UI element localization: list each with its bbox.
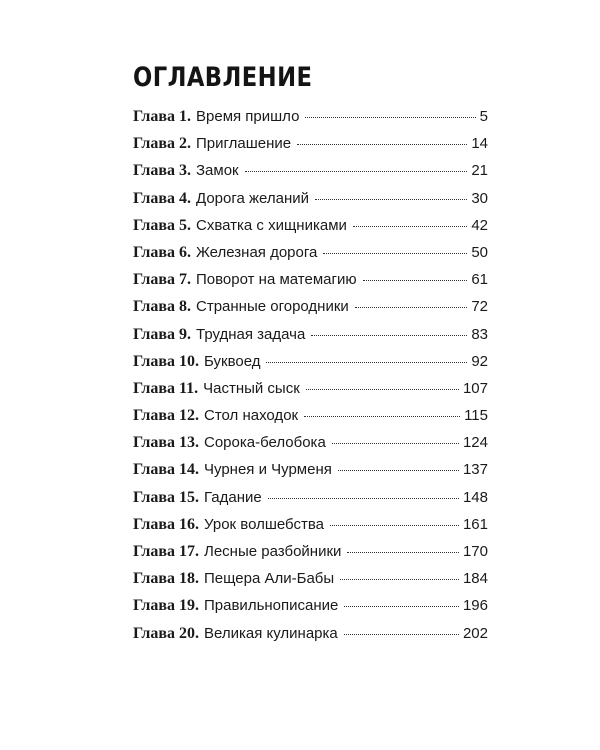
chapter-title: Поворот на матемагию xyxy=(196,271,357,289)
chapter-title: Лесные разбойники xyxy=(204,543,342,560)
dot-leader xyxy=(297,144,467,145)
chapter-title: Великая кулинарка xyxy=(204,624,338,642)
page-number: 92 xyxy=(471,352,488,370)
page-number: 14 xyxy=(471,135,488,153)
dot-leader xyxy=(355,307,468,308)
toc-entry xyxy=(133,434,488,461)
toc-entry xyxy=(133,326,488,353)
toc-entry xyxy=(133,298,488,325)
page-number: 184 xyxy=(462,570,488,588)
chapter-label: Глава 5. xyxy=(133,216,191,234)
toc-entry xyxy=(133,461,488,488)
chapter-title: Сорока-белобока xyxy=(204,434,326,452)
page-number: 202 xyxy=(462,624,488,642)
chapter-label: Глава 6. xyxy=(133,243,191,261)
toc-entry xyxy=(133,108,488,135)
dot-leader xyxy=(268,498,459,499)
chapter-label: Глава 13. xyxy=(133,434,199,452)
toc-list xyxy=(133,108,488,652)
dot-leader xyxy=(304,416,460,417)
dot-leader xyxy=(245,171,468,172)
page-number: 161 xyxy=(462,515,488,533)
chapter-label: Глава 9. xyxy=(133,325,191,343)
dot-leader xyxy=(266,362,467,363)
chapter-title: Железная дорога xyxy=(196,243,318,261)
dot-leader xyxy=(344,606,459,607)
chapter-label: Глава 15. xyxy=(133,488,199,506)
page-number: 115 xyxy=(464,407,488,425)
page-number: 107 xyxy=(462,379,488,397)
chapter-label: Глава 8. xyxy=(133,298,191,316)
toc-entry xyxy=(133,162,488,189)
chapter-label: Глава 19. xyxy=(133,597,199,615)
chapter-label: Глава 17. xyxy=(133,543,199,560)
chapter-label: Глава 7. xyxy=(133,271,191,289)
toc-entry xyxy=(133,516,488,543)
chapter-label: Глава 20. xyxy=(133,624,199,642)
page-number: 148 xyxy=(462,488,488,506)
chapter-label: Глава 3. xyxy=(133,162,191,180)
chapter-label: Глава 12. xyxy=(133,407,199,425)
chapter-label: Глава 14. xyxy=(133,461,199,479)
chapter-title: Гадание xyxy=(204,488,262,506)
toc-entry xyxy=(133,570,488,597)
dot-leader xyxy=(306,389,459,390)
page-number: 61 xyxy=(471,271,488,289)
page-number: 170 xyxy=(462,543,488,560)
dot-leader xyxy=(323,253,467,254)
page-number: 30 xyxy=(471,189,488,207)
toc-entry xyxy=(133,244,488,271)
chapter-title: Чурнея и Чурменя xyxy=(204,461,332,479)
toc-entry xyxy=(133,217,488,244)
dot-leader xyxy=(330,525,459,526)
dot-leader xyxy=(338,470,459,471)
dot-leader xyxy=(344,634,459,635)
toc-entry xyxy=(133,407,488,434)
dot-leader xyxy=(363,280,468,281)
chapter-title: Приглашение xyxy=(196,135,292,153)
dot-leader xyxy=(311,335,467,336)
chapter-title: Дорога желаний xyxy=(196,189,310,207)
chapter-title: Странные огородники xyxy=(196,298,349,316)
chapter-title: Стол находок xyxy=(204,407,299,425)
toc-entry xyxy=(133,489,488,516)
toc-entry xyxy=(133,625,488,652)
chapter-label: Глава 10. xyxy=(133,352,199,370)
dot-leader xyxy=(305,117,475,118)
page-number: 72 xyxy=(471,298,488,316)
chapter-label: Глава 16. xyxy=(133,515,199,533)
chapter-title: Пещера Али-Бабы xyxy=(204,570,335,588)
page-number: 196 xyxy=(462,597,488,615)
dot-leader xyxy=(353,226,467,227)
page-number: 5 xyxy=(479,108,488,125)
page-number: 50 xyxy=(471,243,488,261)
toc-entry xyxy=(133,597,488,624)
toc-entry xyxy=(133,190,488,217)
chapter-title: Правильнописание xyxy=(204,597,339,615)
page-number: 83 xyxy=(471,325,488,343)
dot-leader xyxy=(347,552,459,553)
toc-title: ОГЛАВЛЕНИЕ xyxy=(133,62,313,93)
chapter-title: Схватка с хищниками xyxy=(196,216,347,234)
toc-entry xyxy=(133,543,488,570)
chapter-title: Частный сыск xyxy=(203,379,300,397)
toc-entry xyxy=(133,380,488,407)
toc-entry xyxy=(133,135,488,162)
page-number: 137 xyxy=(462,461,488,479)
dot-leader xyxy=(315,199,467,200)
chapter-title: Урок волшебства xyxy=(204,515,324,533)
chapter-title: Трудная задача xyxy=(196,325,306,343)
page-number: 42 xyxy=(471,216,488,234)
chapter-title: Время пришло xyxy=(196,108,300,125)
chapter-label: Глава 18. xyxy=(133,570,199,588)
toc-entry xyxy=(133,271,488,298)
chapter-label: Глава 11. xyxy=(133,379,199,397)
chapter-label: Глава 4. xyxy=(133,189,191,207)
page-number: 124 xyxy=(462,434,488,452)
chapter-label: Глава 2. xyxy=(133,135,191,153)
dot-leader xyxy=(340,579,459,580)
dot-leader xyxy=(332,443,459,444)
chapter-label: Глава 1. xyxy=(133,108,191,125)
chapter-title: Замок xyxy=(196,162,239,180)
page-number: 21 xyxy=(471,162,488,180)
toc-entry xyxy=(133,353,488,380)
chapter-title: Буквоед xyxy=(204,352,261,370)
